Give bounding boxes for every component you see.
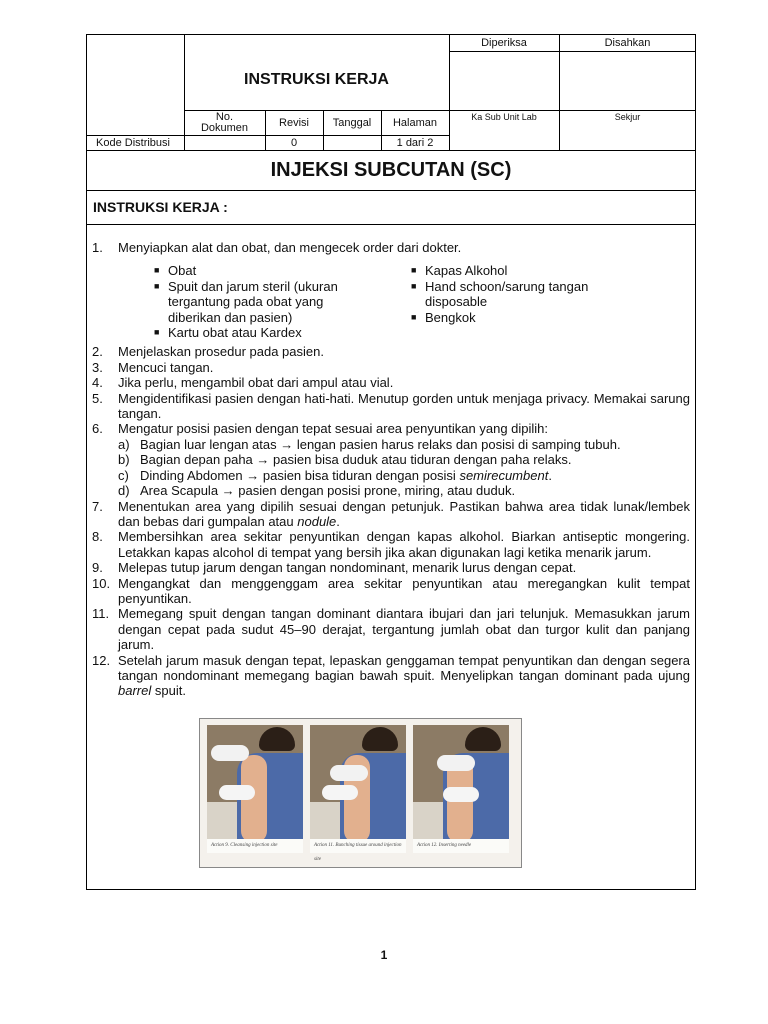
step-item [92,499,690,530]
substep-text-tail: . [548,467,552,483]
grid-line [86,224,696,225]
step-item [92,375,690,390]
step-number: 11. [92,606,110,622]
revisi-label: Revisi [279,116,309,129]
list-item [411,263,621,278]
step-text: Mencuci tangan. [118,359,214,375]
list-item [411,310,621,325]
step-number: 3. [92,359,103,375]
list-item-text: Hand schoon/sarung tangan disposable [425,278,589,310]
grid-line [449,51,696,52]
bullet-icon: ■ [411,265,417,276]
step-item [92,421,690,436]
equipment-list [154,263,690,340]
step-text [118,499,690,530]
step-text: Menyiapkan alat dan obat, dan mengecek order dari dokter. [118,240,462,255]
diperiksa-label: Diperiksa [481,36,527,49]
substep-text: Area Scapula → pasien dengan posisi prone, miring, atau duduk. [140,483,516,499]
substep-text [140,468,690,483]
step-item [92,606,690,652]
photo-gloved-hand [322,785,358,800]
step-number: 5. [92,390,103,406]
instruction-body [92,240,690,699]
substep-item [118,483,690,498]
step-text-italic: nodule [297,513,337,529]
step-text: Menjelaskan prosedur pada pasien. [118,344,324,360]
list-item [154,263,411,278]
step-item [92,240,690,255]
equipment-list-left [154,263,411,340]
list-item [154,325,411,340]
step-number: 2. [92,344,103,360]
substep-text-main: Dinding Abdomen → pasien bisa tiduran dengan posisi [140,467,460,483]
list-item-text: Spuit dan jarum steril (ukuran tergantung pada obat yang diberikan dan pasien) [168,278,338,325]
step-text: Mengidentifikasi pasien dengan hati-hati. Menutup gorden untuk menjaga privacy. Memakai sarung tangan. [118,390,690,422]
equipment-list-right [411,263,621,340]
step-number: 9. [92,560,103,576]
step-item [92,391,690,422]
page-number: 1 [380,948,388,962]
bullet-icon: ■ [154,327,160,338]
photo-caption: Action 9. Cleansing injection site [207,839,303,853]
substep-item [118,452,690,467]
step-text: Mengatur posisi pasien dengan tepat sesuai area penyuntikan yang dipilih: [118,421,549,437]
step-text: Memegang spuit dengan tangan dominant diantara ibujari dan jari telunjuk. Memasukkan jarum dengan cepat pada sudut 45–90 derajat, tergantung jumlah obat dan turgor kulit dan panjang jarum. [118,606,690,653]
substep-letter: a) [118,436,130,452]
no-dokumen-label: No. Dokumen [200,110,249,134]
step-text-tail: . [336,513,340,529]
list-item-text: Kartu obat atau Kardex [168,325,302,341]
list-item-text: Bengkok [425,309,476,325]
substep-text: Bagian luar lengan atas → lengan pasien harus relaks dan posisi di samping tubuh. [140,436,621,452]
step-text-italic: barrel [118,683,152,699]
list-item-text: Obat [168,263,197,279]
step-item [92,344,690,359]
list-item-text: Kapas Alkohol [425,263,508,279]
list-item [411,279,621,310]
kode-distribusi-label: Kode Distribusi [96,136,170,149]
sekjur-label: Sekjur [614,112,641,122]
step-text: Melepas tutup jarum dengan tangan nondominant, menarik lurus dengan cepat. [118,560,577,576]
photo-gloved-hand [219,785,255,800]
procedure-photo [207,725,303,853]
bullet-icon: ■ [411,280,417,291]
photo-caption: Action 12. Inserting needle [413,839,509,853]
substep-letter: d) [118,483,130,499]
step-text [118,653,690,699]
step-number: 4. [92,375,103,391]
substep-text: Bagian depan paha → pasien bisa duduk atau tiduran dengan paha relaks. [140,452,572,468]
step-item [92,560,690,575]
step-item [92,360,690,375]
section-title: INSTRUKSI KERJA : [93,199,228,215]
step-text-tail: spuit. [151,683,186,699]
photo-gloved-hand [443,787,479,802]
step-text: Mengangkat dan menggenggam area sekitar penyuntikan atau meregangkan kulit tempat penyuntikan. [118,575,690,606]
procedure-photo [413,725,509,853]
halaman-label: Halaman [392,116,438,129]
step-number: 12. [92,652,111,668]
step-text-main: Menentukan area yang dipilih sesuai dengan petunjuk. Pastikan bahwa area tidak lunak/lembek dan bebas dari gumpalan atau [118,498,690,529]
substep-letter: c) [118,467,129,483]
tanggal-label: Tanggal [332,116,372,129]
substep-text-italic: semirecumbent [459,467,549,483]
photo-caption: Action 11. Bunching tissue around injection site [310,839,406,853]
substep-letter: b) [118,452,130,468]
photo-gloved-hand [437,755,475,771]
substep-item [118,468,690,483]
procedure-photo [310,725,406,862]
step-item [92,653,690,699]
photo-gloved-hand [211,745,249,761]
procedure-photos [199,718,522,868]
step-number: 10. [92,575,111,591]
document-title: INJEKSI SUBCUTAN (SC) [270,159,512,181]
revisi-value: 0 [290,136,298,149]
step-text-main: Setelah jarum masuk dengan tepat, lepaskan genggaman tempat penyuntikan dan dengan segera tangan nondominant memegang bagian bawah spuit. Menyelipkan tangan dominant pada ujung [118,652,690,683]
step-item [92,576,690,607]
step-number: 6. [92,421,103,437]
substep-list [92,437,690,499]
ka-sub-unit-label: Ka Sub Unit Lab [471,112,537,122]
step-text: Jika perlu, mengambil obat dari ampul atau vial. [118,375,394,391]
bullet-icon: ■ [154,265,160,276]
disahkan-label: Disahkan [604,36,651,49]
step-number: 8. [92,529,103,545]
bullet-icon: ■ [411,311,417,322]
photo-gloved-hand [330,765,368,781]
step-number: 7. [92,498,103,514]
list-item [154,279,411,325]
step-item [92,529,690,560]
substep-item [118,437,690,452]
step-text: Membersihkan area sekitar penyuntikan dengan kapas alkohol. Biarkan antiseptic mongering. Letakkan kapas alcohol di tempat yang bersih jika akan digunakan lagi ketika menarik jarum. [118,529,690,560]
step-number: 1. [92,240,103,255]
halaman-value: 1 dari 2 [396,136,434,149]
header-title: INSTRUKSI KERJA [244,71,389,88]
bullet-icon: ■ [154,280,160,291]
